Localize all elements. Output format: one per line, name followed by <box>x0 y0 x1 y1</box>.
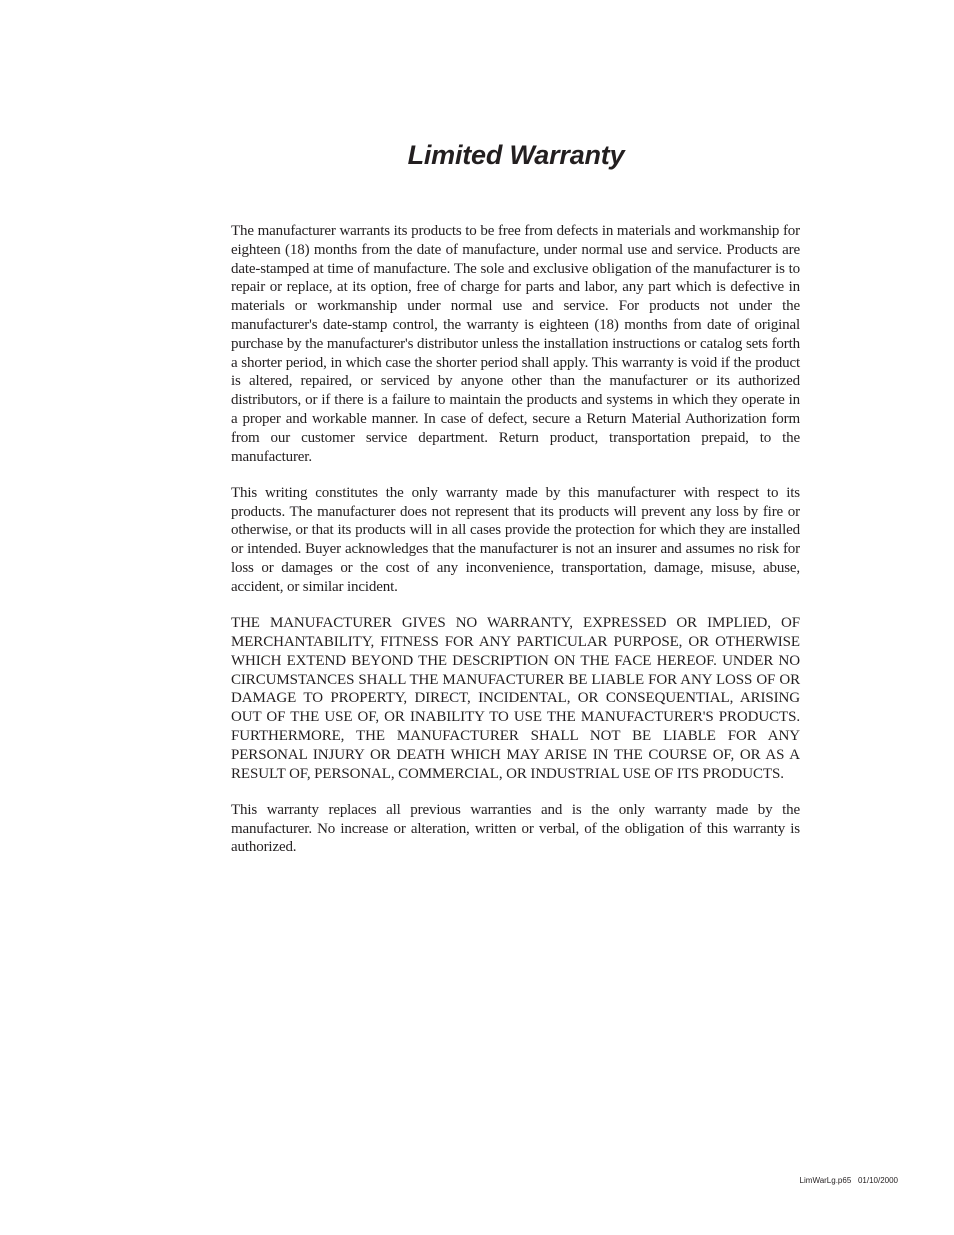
warranty-paragraph-disclaimer: THE MANUFACTURER GIVES NO WARRANTY, EXPRESSED OR IMPLIED, OF MERCHANTABILITY, FITNESS FOR ANY PARTICULAR PURPOSE, OR OTHERWISE WHICH EXTEND BEYOND THE DESCRIPTION ON THE FACE HEREOF. UNDER NO CIRCUMSTANCES SHALL THE MANUFACTURER BE LIABLE FOR ANY LOSS OF OR DAMAGE TO PROPERTY, DIRECT, INCIDENTAL, OR CONSEQUENTIAL, ARISING OUT OF THE USE OF, OR INABILITY TO USE THE MANUFACTURER'S PRODUCTS. FURTHERMORE, THE MANUFACTURER SHALL NOT BE LIABLE FOR ANY PERSONAL INJURY OR DEATH WHICH MAY ARISE IN THE COURSE OF, OR AS A RESULT OF, PERSONAL, COMMERCIAL, OR INDUSTRIAL USE OF ITS PRODUCTS. <box>231 615 800 782</box>
warranty-paragraph-coverage: The manufacturer warrants its products to be free from defects in materials and workmanship for eighteen (18) months from the date of manufacture, under normal use and service. Products are date-stamped at time of manufacture. The sole and exclusive obligation of the manufacturer is to repair or replace, at its option, free of charge for parts and labor, any part which is defective in materials or workmanship under normal use and service. For products not under the manufacturer's date-stamp control, the warranty is eighteen (18) months from date of original purchase by the manufacturer's distributor unless the installation instructions or catalog sets forth a shorter period, in which case the shorter period shall apply. This warranty is void if the product is altered, repaired, or serviced by anyone other than the manufacturer or its authorized distributors, or if there is a failure to maintain the products and systems in which they operate in a proper and workable manner. In case of defect, secure a Return Material Authorization form from our customer service department. Return product, transportation prepaid, to the manufacturer. <box>231 223 800 465</box>
page-title: Limited Warranty <box>407 140 625 170</box>
warranty-paragraph-exclusive: This writing constitutes the only warranty made by this manufacturer with respect to its products. The manufacturer does not represent that its products will prevent any loss by fire or otherwise, or that its products will in all cases provide the protection for which they are installed or intended. Buyer acknowledges that the manufacturer is not an insurer and assumes no risk for loss or damages or the cost of any inconvenience, transportation, damage, misuse, abuse, accident, or similar incident. <box>231 484 800 595</box>
footer-file-name: LimWarLg.p65 <box>799 1176 852 1185</box>
warranty-body <box>231 222 800 875</box>
footer-reference <box>800 1176 898 1186</box>
warranty-paragraph-replacement: This warranty replaces all previous warranties and is the only warranty made by the manufacturer. No increase or alteration, written or verbal, of the obligation of this warranty is authorized. <box>231 801 800 856</box>
footer-date: 01/10/2000 <box>857 1176 898 1185</box>
